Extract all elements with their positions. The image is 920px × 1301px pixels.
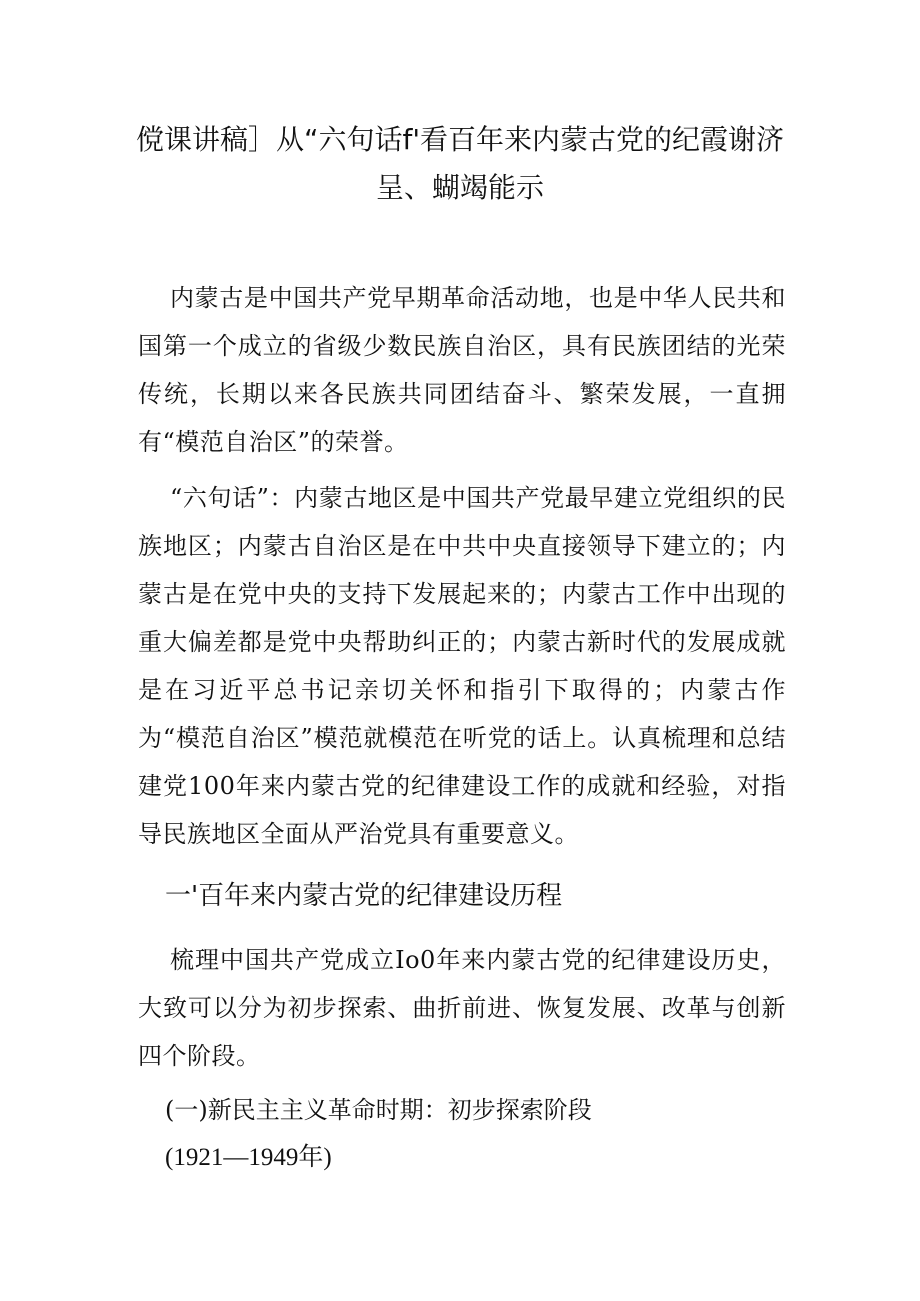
document-title-line-1: 傥课讲稿］从“六句话f'看百年来内蒙古党的纪霞谢济 (135, 123, 785, 156)
six-sentences-paragraph: “六句话”：内蒙古地区是中国共产党最早建立党组织的民族地区；内蒙古自治区是在中共中央直接领导下建立的；内蒙古是在党中央的支持下发展起来的；内蒙古工作中出现的重大偏差都是党中央帮助纠正的；内蒙古新时代的发展成就是在习近平总书记亲切关怀和指引下取得的；内蒙古作为“模范自治区”模范就模范在听党的话上。认真梳理和总结建党100年来内蒙古党的纪律建设工作的成就和经验，对指导民族地区全面从严治党具有重要意义。 (138, 484, 786, 848)
section-paragraph: 梳理中国共产党成立Io0年来内蒙古党的纪律建设历史，大致可以分为初步探索、曲折前进、恢复发展、改革与创新四个阶段。 (138, 946, 786, 1070)
document-title-line-2: 呈、蝴竭能示 (375, 171, 544, 204)
section-heading: 一'百年来内蒙古党的纪律建设历程 (165, 881, 563, 911)
subsection-period: (1921—1949年) (165, 1144, 332, 1171)
intro-paragraph: 内蒙古是中国共产党早期革命活动地，也是中华人民共和国第一个成立的省级少数民族自治区，具有民族团结的光荣传统，长期以来各民族共同团结奋斗、繁荣发展，一直拥有“模范自治区”的荣誉。 (138, 284, 786, 456)
subsection-title: (一)新民主主义革命时期：初步探索阶段 (165, 1096, 592, 1124)
